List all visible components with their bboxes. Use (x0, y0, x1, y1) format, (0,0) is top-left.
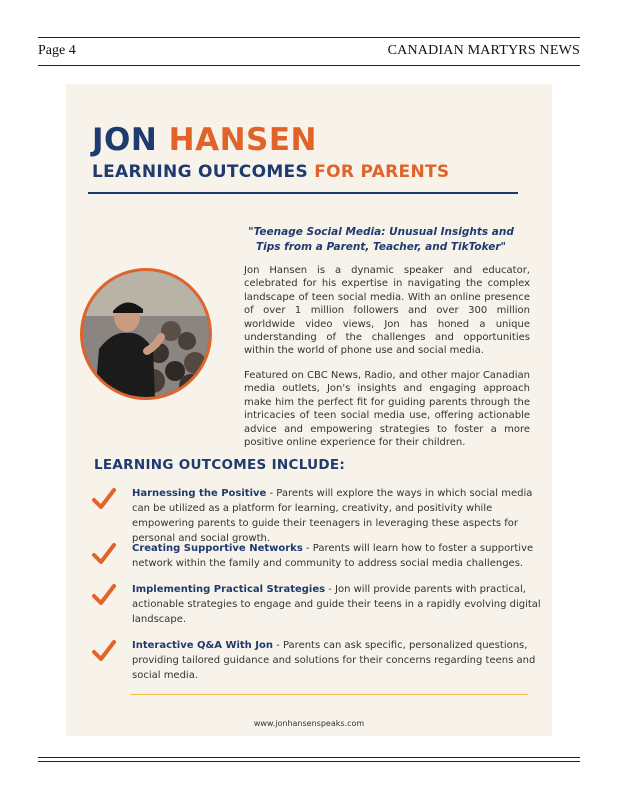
newsletter-name: CANADIAN MARTYRS NEWS (387, 43, 580, 58)
speaker-photo (80, 268, 212, 400)
outcome-title: Creating Supportive Networks (132, 543, 303, 554)
title-last-name: HANSEN (168, 122, 317, 158)
title-for-parents: FOR PARENTS (314, 162, 450, 182)
checkmark-icon (92, 488, 116, 510)
featured-paragraph: Featured on CBC News, Radio, and other major Canadian media outlets, Jon's insights and engaging approach make him the perfect fit for guiding parents through the intricacies of teen social media use, offering actionable advice and empowering strategies to foster a more positive online experience for their children. (244, 370, 530, 449)
outcome-text: - Parents can ask specific, personalized questions, providing tailored guidance and solutions for their concerns regarding teens and social media. (132, 640, 536, 681)
outcome-text: - Parents will learn how to foster a supportive network within the family and community to address social media challenges. (132, 543, 534, 569)
talk-title: "Teenage Social Media: Unusual Insights and Tips from a Parent, Teacher, and TikToker" (248, 226, 514, 253)
bio-paragraph: Jon Hansen is a dynamic speaker and educator, celebrated for his expertise in navigating the complex landscape of teen social media. With an online presence of over 1 million followers and over 300 million worldwide video views, Jon has honed a unique understanding of the challenges and opportunities within the world of phone use and social media. (244, 265, 530, 357)
speaker-name-title (92, 122, 317, 158)
title-learning-outcomes: LEARNING OUTCOMES (92, 162, 308, 182)
footer-rule (38, 761, 580, 762)
outcome-text: - Jon will provide parents with practical, actionable strategies to engage and guide their teens in a rapidly evolving digital landscape. (132, 584, 541, 625)
website-url: www.jonhansenspeaks.com (253, 719, 365, 728)
footer-rule (38, 757, 580, 758)
title-divider (88, 192, 518, 194)
page-number: Page 4 (38, 43, 76, 58)
title-first-name: JON (92, 122, 158, 158)
outcome-title: Harnessing the Positive (132, 488, 267, 499)
outcome-text: - Parents will explore the ways in which social media can be utilized as a platform for learning, creativity, and positivity while empowering parents to guide their teenagers in leveraging these aspects for personal and social growth. (132, 488, 533, 544)
checkmark-icon (92, 640, 116, 662)
speaker-flyer (66, 84, 552, 736)
outcomes-heading: LEARNING OUTCOMES INCLUDE: (94, 457, 346, 473)
header-bottom-rule (38, 65, 580, 66)
flyer-subtitle-heading (92, 162, 449, 182)
checkmark-icon (92, 543, 116, 565)
bottom-divider (130, 694, 528, 695)
outcome-title: Interactive Q&A With Jon (132, 640, 273, 651)
page-header (38, 37, 580, 67)
header-top-rule (38, 37, 580, 38)
outcome-title: Implementing Practical Strategies (132, 584, 326, 595)
checkmark-icon (92, 584, 116, 606)
